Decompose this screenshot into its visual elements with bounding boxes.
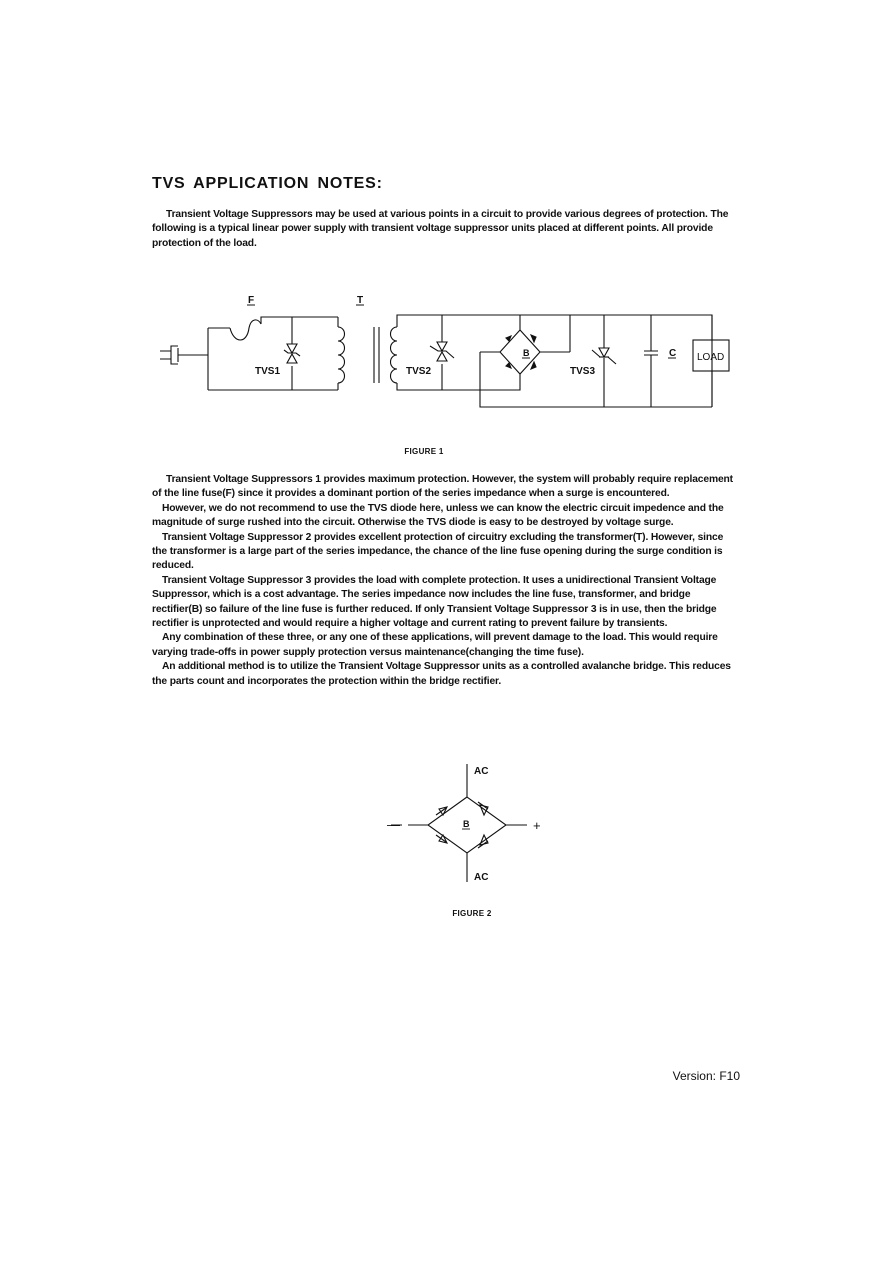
intro-paragraph	[152, 208, 737, 251]
paragraph-tvs-warning: However, we do not recommend to use the TVS diode here, unless we can know the electric circuit impedence and the magnitude of surge rushed into the circuit. Otherwise the TVS diode is easy to be destroyed by voltage surge.	[152, 502, 724, 529]
ac-top-label: AC	[474, 766, 489, 777]
figure2-caption: FIGURE 2	[452, 909, 492, 918]
paragraph-tvs2: Transient Voltage Suppressor 2 provides excellent protection of circuitry excluding the transformer(T). However, since the transformer is a large part of the series impedance, the chance of the line fuse opening during the surge condition is reduced.	[152, 531, 724, 572]
fuse-icon	[208, 317, 338, 340]
tvs1-icon	[284, 317, 300, 390]
ac-bottom-label: AC	[474, 872, 489, 883]
tvs2-label: TVS2	[406, 366, 432, 377]
output-rail	[570, 315, 712, 407]
capacitor-label: C	[669, 348, 677, 359]
paragraph-avalanche-bridge: An additional method is to utilize the Transient Voltage Suppressor units as a controlled avalanche bridge. This reduces the parts count and incorporates the protection within the bridge rectifier.	[152, 661, 731, 687]
ac-plug-icon	[160, 346, 208, 364]
avalanche-bridge-icon	[391, 764, 527, 882]
bridge-rectifier-icon	[480, 315, 712, 407]
figure2-schematic	[380, 760, 550, 890]
capacitor-icon	[644, 315, 658, 407]
paragraph-tvs3: Transient Voltage Suppressor 3 provides the load with complete protection. It uses a unidirectional Transient Voltage Suppressor, which is a cost advantage. The series impedance now includes the line fuse, transformer, and bridge rectifier(B) so failure of the line fuse is further reduced. If only Transient Voltage Suppressor 3 is in use, then the bridge rectifier is unprotected and would require a higher voltage and current rating to prevent failure by transients.	[152, 574, 717, 630]
version-label: Version: F10	[672, 1069, 740, 1083]
fuse-label: F	[248, 295, 255, 306]
bridge-label: B	[523, 348, 530, 358]
minus-terminal-label: —	[387, 817, 400, 832]
tvs2-icon	[430, 315, 454, 390]
figure1-caption: FIGURE 1	[404, 447, 444, 456]
intro-text: Transient Voltage Suppressors may be used at various points in a circuit to provide various degrees of protection. The following is a typical linear power supply with transient voltage suppressor units placed at different points. All provide protection of the load.	[152, 209, 729, 249]
page-title: TVS APPLICATION NOTES:	[152, 175, 383, 192]
load-label: LOAD	[697, 352, 725, 363]
transformer-label: T	[357, 295, 364, 306]
tvs1-label: TVS1	[255, 366, 281, 377]
tvs3-icon	[592, 315, 616, 407]
paragraph-tvs1: Transient Voltage Suppressors 1 provides maximum protection. However, the system will probably require replacement of the line fuse(F) since it provides a dominant portion of the series impedance when a surge is encountered.	[152, 474, 733, 500]
plus-terminal-label: +	[533, 818, 541, 833]
transformer-icon	[338, 315, 570, 390]
paragraph-combination: Any combination of these three, or any one of these applications, will prevent damage to the load. This would require varying trade-offs in power supply protection versus maintenance(changing the time fuse).	[152, 632, 718, 658]
figure1-schematic	[150, 290, 750, 420]
body-paragraphs	[152, 473, 737, 689]
tvs3-label: TVS3	[570, 366, 596, 377]
bridge-b-label: B	[463, 819, 470, 829]
